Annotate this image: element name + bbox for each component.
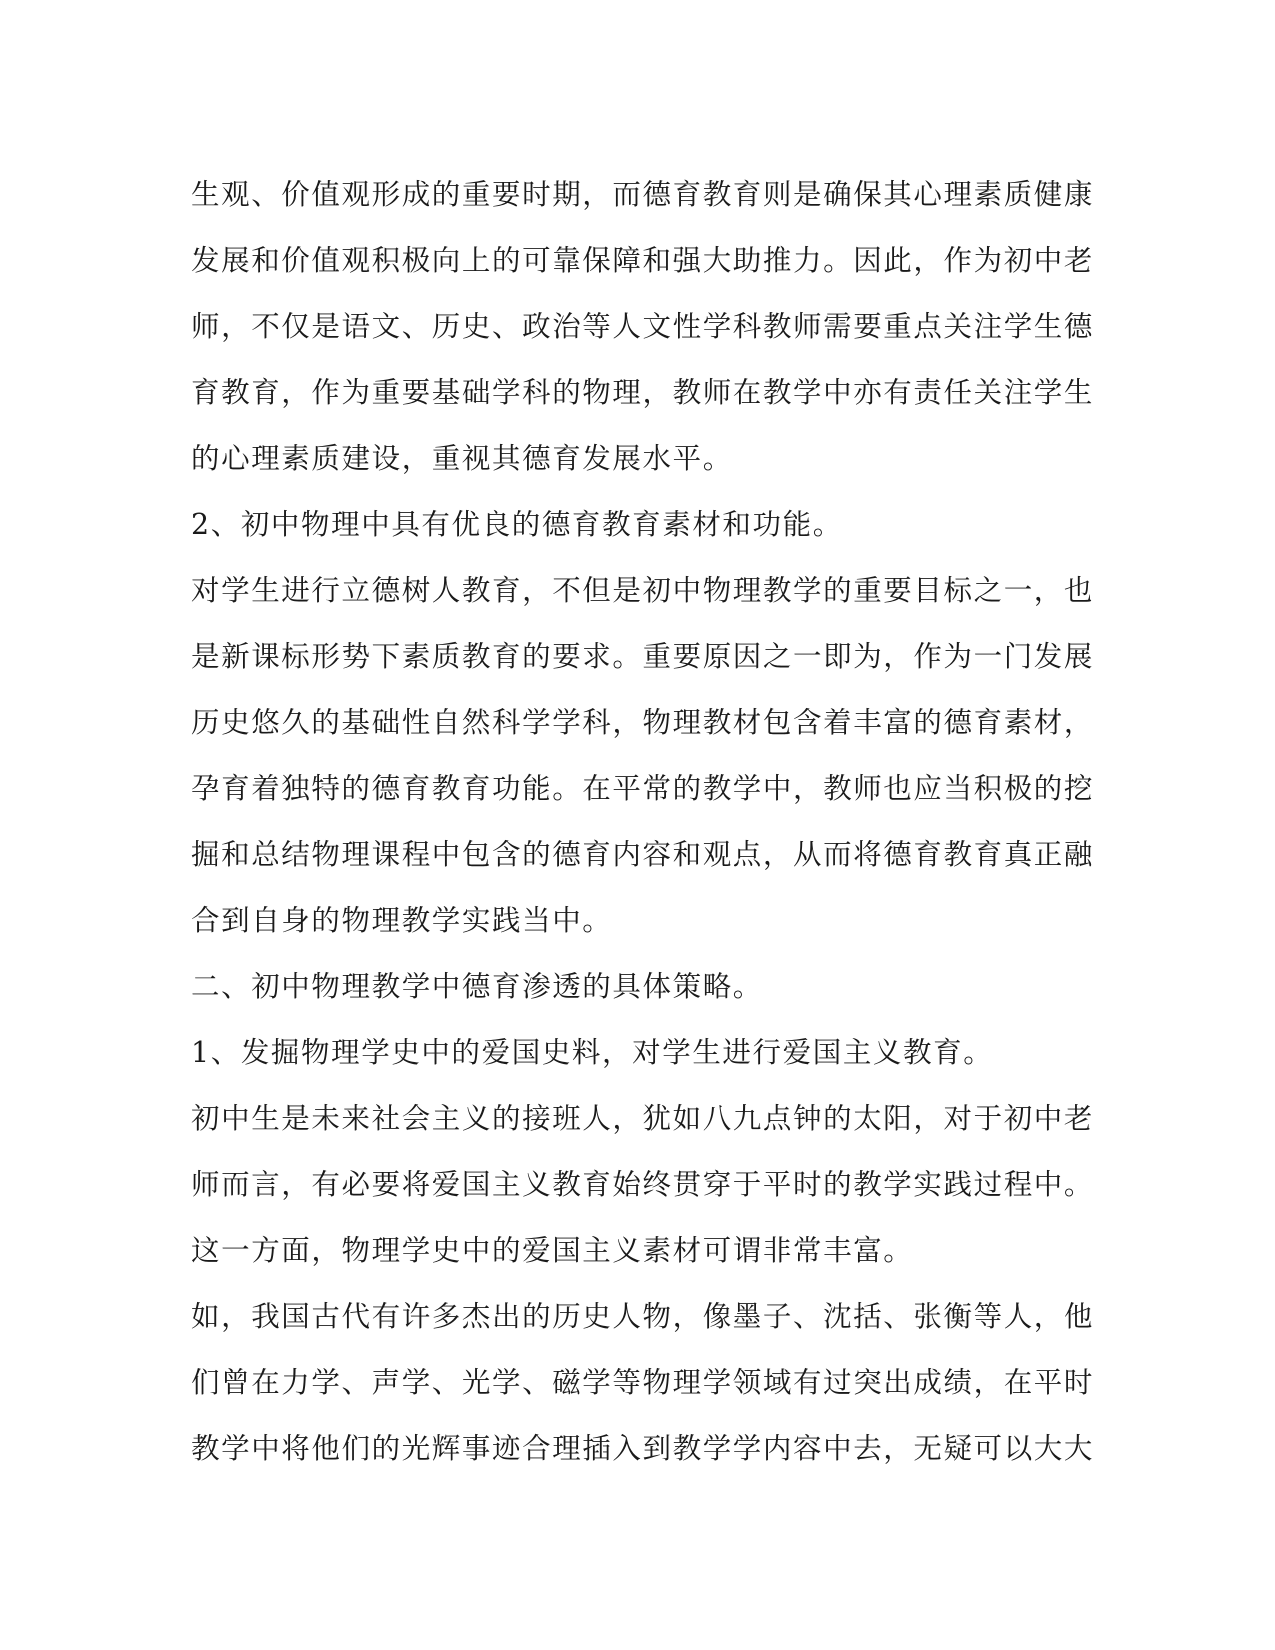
text-line: 们曾在力学、声学、光学、磁学等物理学领域有过突出成绩，在平时 <box>191 1366 1095 1399</box>
text-line: 是新课标形势下素质教育的要求。重要原因之一即为，作为一门发展 <box>191 640 1095 673</box>
text-line: 这一方面，物理学史中的爱国主义素材可谓非常丰富。 <box>191 1234 914 1267</box>
text-line: 生观、价值观形成的重要时期，而德育教育则是确保其心理素质健康 <box>191 178 1095 211</box>
text-line: 的心理素质建设，重视其德育发展水平。 <box>191 442 733 475</box>
section-heading: 二、初中物理教学中德育渗透的具体策略。 <box>191 970 763 1003</box>
text-line: 育教育，作为重要基础学科的物理，教师在教学中亦有责任关注学生 <box>191 376 1095 409</box>
section-heading: 2、初中物理中具有优良的德育教育素材和功能。 <box>191 508 843 541</box>
text-line: 初中生是未来社会主义的接班人，犹如八九点钟的太阳，对于初中老 <box>191 1102 1095 1135</box>
text-line: 历史悠久的基础性自然科学学科，物理教材包含着丰富的德育素材， <box>191 706 1095 739</box>
text-line: 教学中将他们的光辉事迹合理插入到教学学内容中去，无疑可以大大 <box>191 1432 1095 1465</box>
section-heading: 1、发掘物理学史中的爱国史料，对学生进行爱国主义教育。 <box>191 1036 994 1069</box>
text-line: 掘和总结物理课程中包含的德育内容和观点，从而将德育教育真正融 <box>191 838 1095 871</box>
text-line: 合到自身的物理教学实践当中。 <box>191 904 613 937</box>
text-line: 孕育着独特的德育教育功能。在平常的教学中，教师也应当积极的挖 <box>191 772 1095 805</box>
text-line: 师，不仅是语文、历史、政治等人文性学科教师需要重点关注学生德 <box>191 310 1095 343</box>
text-line: 如，我国古代有许多杰出的历史人物，像墨子、沈括、张衡等人，他 <box>191 1300 1095 1333</box>
text-line: 对学生进行立德树人教育，不但是初中物理教学的重要目标之一，也 <box>191 574 1095 607</box>
text-line: 师而言，有必要将爱国主义教育始终贯穿于平时的教学实践过程中。 <box>191 1168 1095 1201</box>
text-line: 发展和价值观积极向上的可靠保障和强大助推力。因此，作为初中老 <box>191 244 1095 277</box>
body-text <box>191 166 1095 1486</box>
